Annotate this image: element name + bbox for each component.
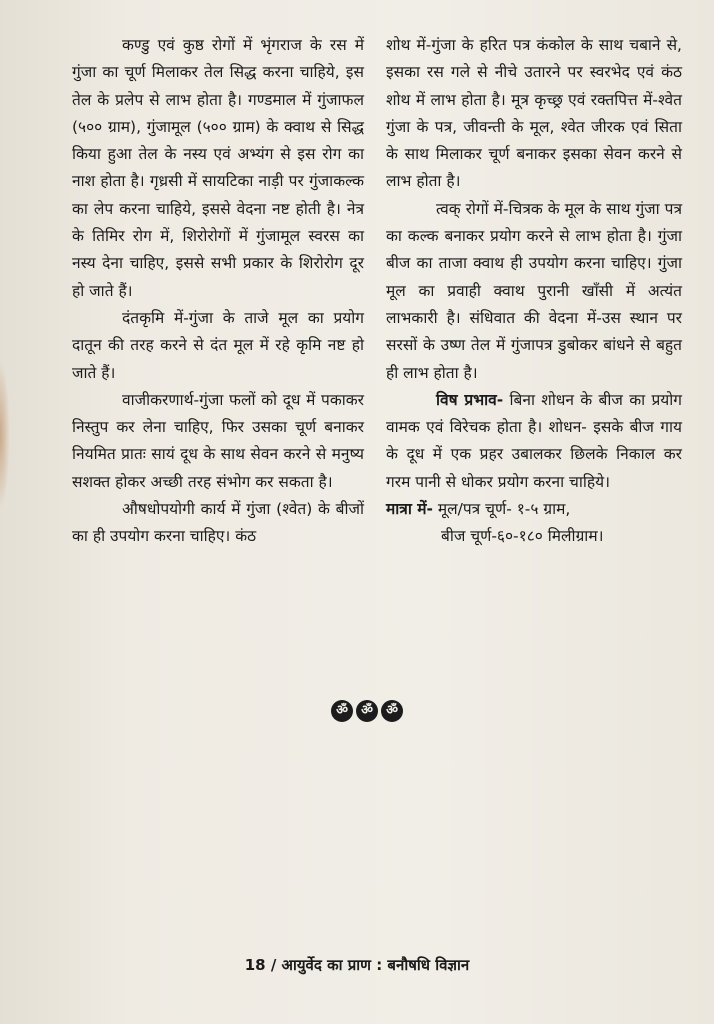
om-symbol-icon: ॐ xyxy=(381,700,403,722)
om-ornament xyxy=(331,700,421,724)
thumb-shadow xyxy=(0,360,10,510)
left-column xyxy=(72,32,364,551)
dosage-root-leaf: मूल/पत्र चूर्ण- १-५ ग्राम, xyxy=(432,500,571,519)
left-paragraph-2: दंतकृमि में-गुंजा के ताजे मूल का प्रयोग दातून की तरह करने से दंत मूल में रहे कृमि नष्ट हो जाते हैं। xyxy=(72,308,364,382)
dosage-heading: मात्रा में- xyxy=(386,500,433,519)
right-column xyxy=(386,32,682,551)
dosage-line-2: बीज चूर्ण-६०-१८० मिलीग्राम। xyxy=(441,527,604,546)
dosage-line-1 xyxy=(386,496,682,523)
right-paragraph-1: शोथ में-गुंजा के हरित पत्र कंकोल के साथ चबाने से, इसका रस गले से नीचे उतारने पर स्वरभेद एवं कंठ शोथ में लाभ होता है। मूत्र कृच्छ्र एवं रक्तपित्त में-श्वेत गुंजा के पत्र, जीवन्ती के मूल, श्वेत जीरक एवं सिता के साथ मिलाकर चूर्ण बनाकर इसका सेवन करने से लाभ होता है। xyxy=(386,36,682,191)
poison-effect-body: बिना शोधन के बीज का प्रयोग वामक एवं विरेचक होता है। शोधन- इसके बीज गाय के दूध में एक प्रहर उबालकर छिलके निकाल कर गरम पानी से धोकर प्रयोग करना चाहिये। xyxy=(386,390,682,491)
left-paragraph-1: कण्डु एवं कुष्ठ रोगों में भृंगराज के रस में गुंजा का चूर्ण मिलाकर तेल सिद्ध करना चाहिये, इस तेल के प्रलेप से लाभ होता है। गण्डमाल में गुंजाफल (५०० ग्राम), गुंजामूल (५०० ग्राम) के क्वाथ से सिद्ध किया हुआ तेल के नस्य एवं अभ्यंग से इस रोग का नाश होता है। गृध्रसी में सायटिका नाड़ी पर गुंजाकल्क का लेप करना चाहिये, इससे वेदना नष्ट होती है। नेत्र के तिमिर रोग में, शिरोरोगों में गुंजामूल स्वरस का नस्य देना चाहिए, इससे सभी प्रकार के शिरोरोग दूर हो जाते हैं। xyxy=(72,36,364,300)
left-paragraph-4: औषधोपयोगी कार्य में गुंजा (श्वेत) के बीजों का ही उपयोग करना चाहिए। कंठ xyxy=(72,500,364,546)
left-paragraph-3: वाजीकरणार्थ-गुंजा फलों को दूध में पकाकर निस्तुप कर लेना चाहिए, फिर उसका चूर्ण बनाकर नियमित प्रातः सायं दूध के साथ सेवन करने से मनुष्य सशक्त होकर अच्छी तरह संभोग कर सकता है। xyxy=(72,390,364,491)
om-symbol-icon: ॐ xyxy=(356,700,378,722)
right-paragraph-2: त्वक् रोगों में-चित्रक के मूल के साथ गुंजा पत्र का कल्क बनाकर प्रयोग करने से लाभ होता है। गुंजा बीज का ताजा क्वाथ ही उपयोग करना चाहिए। गुंजा मूल का प्रवाही क्वाथ पुरानी खाँसी में अत्यंत लाभकारी है। संधिवात की वेदना में-उस स्थान पर सरसों के उष्ण तेल में गुंजापत्र डुबोकर बांधने से बहुत ही लाभ होता है। xyxy=(386,199,682,382)
page-footer: 18 / आयुर्वेद का प्राण : बनौषधि विज्ञान xyxy=(244,956,470,974)
om-symbol-icon: ॐ xyxy=(331,700,353,722)
right-paragraph-3 xyxy=(386,387,682,496)
poison-effect-heading: विष प्रभाव- xyxy=(436,390,504,409)
